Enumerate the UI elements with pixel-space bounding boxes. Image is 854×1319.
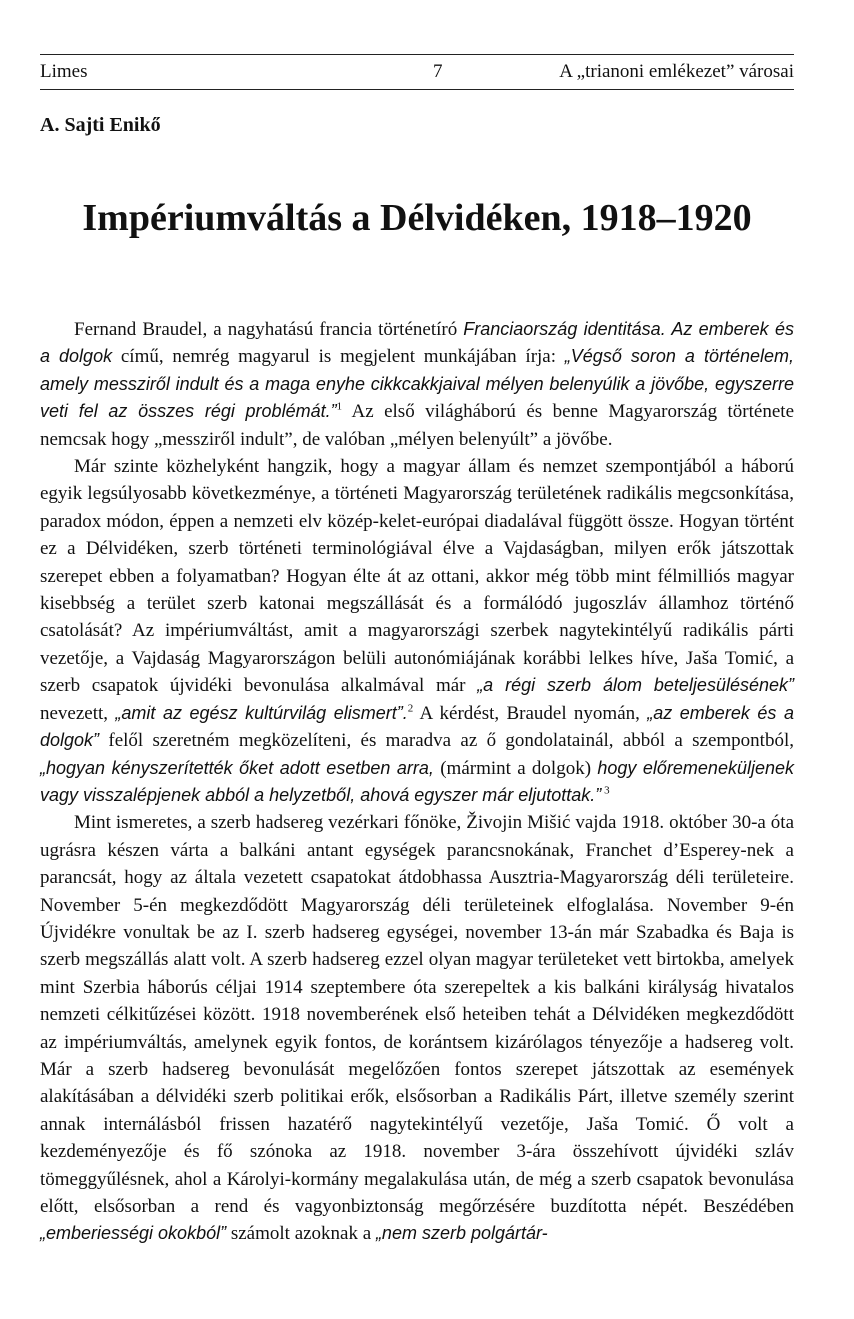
text-run: A kérdést, Braudel nyomán, [413,702,648,724]
journal-name: Limes [40,61,88,82]
quote: hogy előremeneküljenek vagy visszalépjenek abból a helyzetből, ahová egyszer már eljutottak.” [40,757,794,805]
quote: „Végső soron a történelem, amely messziről indult és a maga enyhe cikkcakkjaival mélyen belenyúlik a jövőbe, egyszerre veti fel az összes régi problémát.” [40,346,794,422]
book-title: Franciaország identitása. Az emberek és a dolgok [40,319,794,367]
running-header [40,54,794,90]
text-run: című, nemrég magyarul is megjelent munkájában írja: [112,346,565,368]
text-run: nevezett, [40,702,116,724]
quote: „hogyan kényszerítették őket adott esetben arra, [40,757,434,778]
quote: „emberiességi okokból” [40,1223,227,1244]
text-run: számolt azoknak a [226,1223,376,1245]
paragraph-1 [40,316,794,453]
quote: „nem szerb polgártár- [375,1223,548,1244]
page-number: 7 [433,61,443,82]
section-title: A „trianoni emlékezet” városai [559,61,794,82]
text-run: (mármint a dolgok) [433,757,598,779]
quote: „az emberek és a dolgok” [40,702,794,751]
quote: „amit az egész kultúrvilág elismert”. [115,702,408,723]
footnote-ref: 2 [407,702,414,715]
article-author: A. Sajti Enikő [40,114,161,136]
article-title: Impériumváltás a Délvidéken, 1918–1920 [82,197,752,239]
paragraph-3 [40,809,794,1248]
footnote-ref: 1 [336,400,343,413]
text-run: Fernand Braudel, a nagyhatású francia történetíró [74,319,464,340]
footnote-ref: 3 [601,784,610,797]
text-run: Mint ismeretes, a szerb hadsereg vezérkari főnöke, Živojin Mišić vajda 1918. október 30-a óta ugrásra készen várta a balkáni antant egységek parancsnokának, Franchet d’Esperey-nek a parancsát, hogy az általa vezetett csapatokat átdobhassa Ausztria-Magyarország déli területeire. November 5-én megkezdődött Magyarország déli területeinek elfoglalása. November 9-én Újvidékre vonultak be az I. szerb hadsereg egységei, november 13-án már Szabadka és Baja is szerb megszállás alatt volt. A szerb hadsereg ezzel olyan magyar területeket vett birtokba, amelyek mint Szerbia háborús céljai 1914 szeptembere óta szerepeltek a kis balkáni királyság hivatalos nemzeti célkitűzései között. 1918 novemberének első heteiben tehát a Délvidéken megkezdődött az impériumváltás, amelynek egyik fontos, de korántsem kizárólagos tényezője a hadsereg volt. Már a szerb hadsereg bevonulását megelőzően fontos szerepet játszottak az események alakításában a délvidéki szerb politikai erők, elsősorban a Radikális Párt, illetve személy szerint annak internálásból frissen hazatérő nagytekintélyű vezetője, Jaša Tomić. Ő volt a kezdeményezője és fő szónoka az 1918. november 3-ára összehívott újvidéki szláv tömeggyűlésnek, ahol a Károlyi-kormány megalakulása után, de még a szerb csapatok bevonulása előtt, elsősorban a rend és vagyonbiztonság megőrzésére buzdította népét. Beszédében [40,812,794,1217]
paragraph-2 [40,453,794,809]
quote: „a régi szerb álom beteljesülésének” [477,675,794,696]
text-run: Az első világháború és benne Magyarország története nemcsak hogy „messziről indult”, de valóban „mélyen belenyúlt” a jövőbe. [40,401,794,450]
text-run: Már szinte közhelyként hangzik, hogy a magyar állam és nemzet szempontjából a háború egyik legsúlyosabb következménye, a történeti Magyarország területének radikális megcsonkítása, paradox módon, éppen a nemzeti elv közép-kelet-európai diadalával függött össze. Hogyan történt ez a Délvidéken, szerb történeti terminológiával élve a Vajdaságban, milyen erők játszottak szerepet ebben a folyamatban? Hogyan élte át az ottani, akkor még több mint félmilliós magyar kisebbség a terület szerb katonai megszállását és a formálódó jugoszláv államhoz történő csatolását? Az impériumváltást, amit a magyarországi szerbek nagytekintélyű radikális párti vezetője, a Vajdaság Magyarországon belüli autonómiájának korábbi lelkes híve, Jaša Tomić, a szerb csapatok újvidéki bevonulása alkalmával már [40,456,794,697]
article-body [40,316,794,1248]
text-run: felől szeretném megközelíteni, és maradva az ő gondolatainál, abból a szempontból, [99,730,794,752]
